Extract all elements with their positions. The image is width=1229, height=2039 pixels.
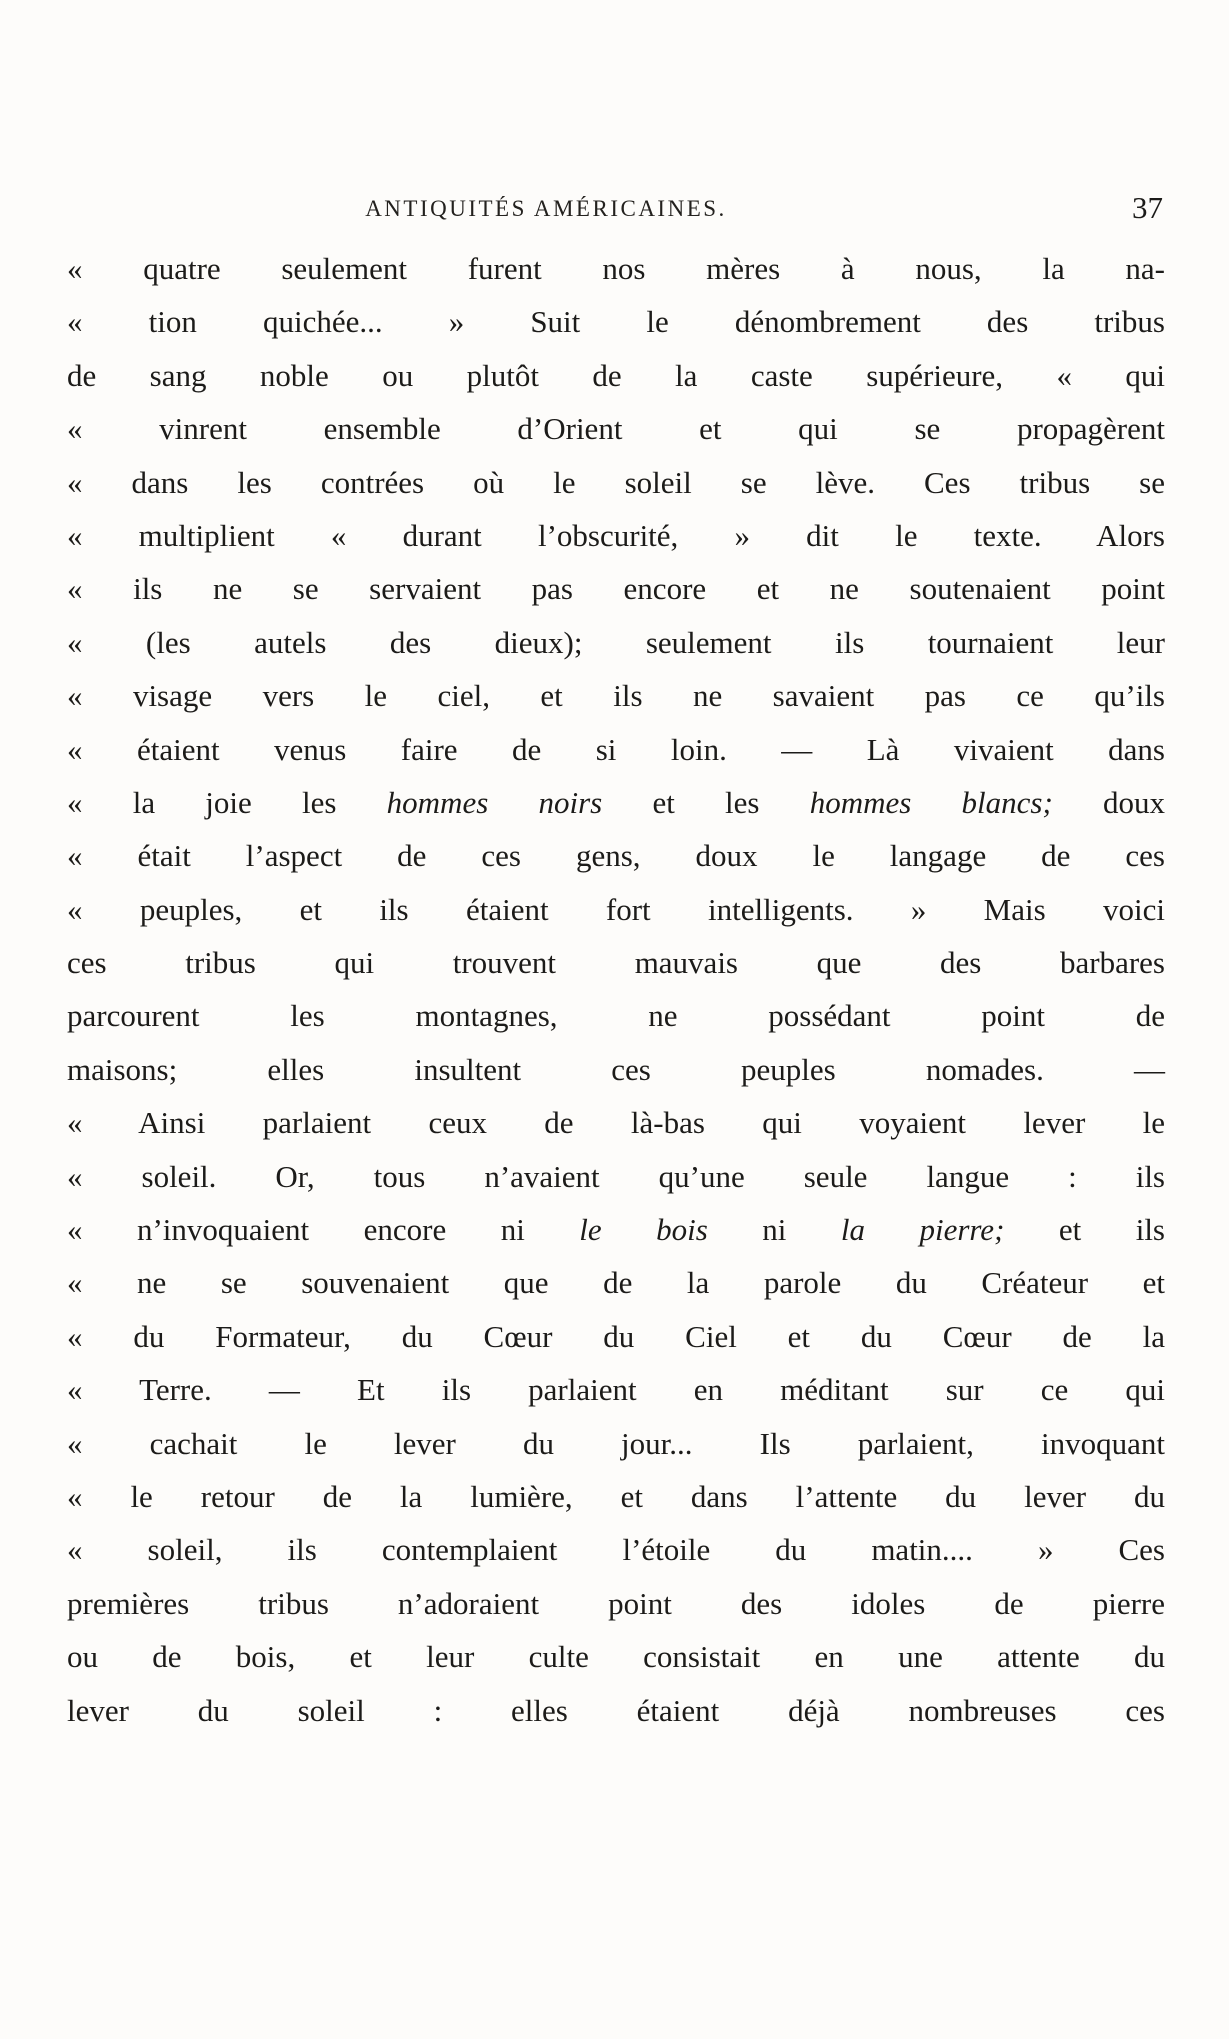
text-line bbox=[67, 776, 1165, 829]
text-block bbox=[67, 190, 1165, 1737]
text-line bbox=[67, 1096, 1165, 1149]
text-segment: parcourent les montagnes, ne possédant point de bbox=[67, 998, 1165, 1034]
text-line bbox=[67, 509, 1165, 562]
italic-text-segment: la pierre; bbox=[840, 1212, 1005, 1248]
text-segment: « étaient venus faire de si loin. — Là vivaient dans bbox=[67, 731, 1165, 767]
text-segment: « dans les contrées où le soleil se lève. Ces tribus se bbox=[67, 464, 1165, 500]
text-line bbox=[67, 616, 1165, 669]
text-segment: ni bbox=[707, 1212, 841, 1248]
text-line bbox=[67, 242, 1165, 295]
text-line bbox=[67, 1203, 1165, 1256]
text-line bbox=[67, 669, 1165, 722]
text-segment: « Terre. — Et ils parlaient en méditant sur ce qui bbox=[67, 1372, 1165, 1408]
text-segment: « tion quichée... » Suit le dénombrement des tribus bbox=[67, 304, 1165, 340]
text-segment: premières tribus n’adoraient point des idoles de pierre bbox=[67, 1585, 1165, 1621]
text-line bbox=[67, 936, 1165, 989]
text-line bbox=[67, 1523, 1165, 1576]
text-segment: « vinrent ensemble d’Orient et qui se propagèrent bbox=[67, 411, 1165, 447]
text-segment: « ne se souvenaient que de la parole du Créateur et bbox=[67, 1265, 1165, 1301]
text-segment: ces tribus qui trouvent mauvais que des barbares bbox=[67, 945, 1165, 981]
italic-text-segment: hommes blancs; bbox=[809, 784, 1053, 820]
text-segment: et les bbox=[602, 784, 810, 820]
text-segment: « soleil, ils contemplaient l’étoile du matin.... » Ces bbox=[67, 1532, 1165, 1568]
text-segment: « n’invoquaient encore ni bbox=[67, 1212, 580, 1248]
text-segment: et ils bbox=[1004, 1212, 1165, 1248]
text-segment: ou de bois, et leur culte consistait en une attente du bbox=[67, 1639, 1165, 1675]
text-segment: de sang noble ou plutôt de la caste supérieure, « qui bbox=[67, 357, 1165, 393]
text-segment: « la joie les bbox=[67, 784, 387, 820]
text-line bbox=[67, 883, 1165, 936]
text-line bbox=[67, 1363, 1165, 1416]
text-line bbox=[67, 1043, 1165, 1096]
text-line bbox=[67, 456, 1165, 509]
text-line bbox=[67, 1150, 1165, 1203]
text-segment: « multiplient « durant l’obscurité, » dit le texte. Alors bbox=[67, 517, 1165, 553]
text-segment: « cachait le lever du jour... Ils parlaient, invoquant bbox=[67, 1425, 1165, 1461]
text-line bbox=[67, 1577, 1165, 1630]
text-segment: « visage vers le ciel, et ils ne savaient pas ce qu’ils bbox=[67, 678, 1165, 714]
text-segment: maisons; elles insultent ces peuples nomades. — bbox=[67, 1051, 1165, 1087]
text-line bbox=[67, 723, 1165, 776]
text-line bbox=[67, 402, 1165, 455]
text-segment: « peuples, et ils étaient fort intelligents. » Mais voici bbox=[67, 891, 1165, 927]
page-header bbox=[67, 190, 1165, 230]
text-line bbox=[67, 1417, 1165, 1470]
running-title: ANTIQUITÉS AMÉRICAINES. bbox=[365, 196, 727, 221]
text-segment: « soleil. Or, tous n’avaient qu’une seule langue : ils bbox=[67, 1158, 1165, 1194]
text-line bbox=[67, 829, 1165, 882]
text-segment: lever du soleil : elles étaient déjà nombreuses ces bbox=[67, 1692, 1165, 1728]
text-line bbox=[67, 295, 1165, 348]
text-line bbox=[67, 1470, 1165, 1523]
text-segment: « était l’aspect de ces gens, doux le langage de ces bbox=[67, 838, 1165, 874]
italic-text-segment: le bois bbox=[579, 1212, 708, 1248]
text-segment: doux bbox=[1052, 784, 1165, 820]
text-segment: « ils ne se servaient pas encore et ne soutenaient point bbox=[67, 571, 1165, 607]
text-line bbox=[67, 562, 1165, 615]
page-body bbox=[67, 242, 1165, 1737]
text-line bbox=[67, 349, 1165, 402]
page-number: 37 bbox=[1132, 190, 1163, 225]
text-segment: « du Formateur, du Cœur du Ciel et du Cœur de la bbox=[67, 1318, 1165, 1354]
text-line bbox=[67, 989, 1165, 1042]
italic-text-segment: hommes noirs bbox=[386, 784, 603, 820]
text-line bbox=[67, 1310, 1165, 1363]
text-segment: « (les autels des dieux); seulement ils tournaient leur bbox=[67, 624, 1165, 660]
text-segment: « Ainsi parlaient ceux de là-bas qui voyaient lever le bbox=[67, 1105, 1165, 1141]
text-segment: « le retour de la lumière, et dans l’attente du lever du bbox=[67, 1478, 1165, 1514]
text-line bbox=[67, 1630, 1165, 1683]
text-segment: « quatre seulement furent nos mères à nous, la na- bbox=[67, 251, 1165, 286]
text-line bbox=[67, 1684, 1165, 1737]
text-line bbox=[67, 1256, 1165, 1309]
